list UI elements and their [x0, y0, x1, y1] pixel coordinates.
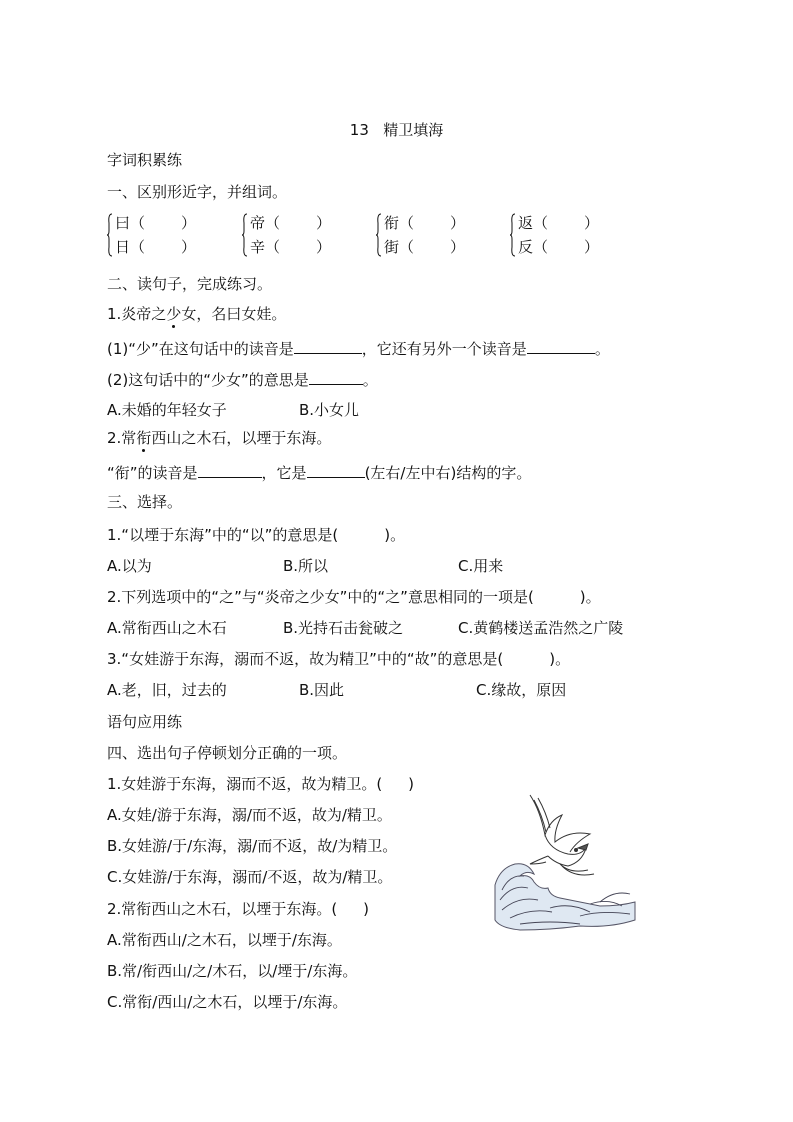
- answer-blank[interactable]: [309, 369, 363, 385]
- question-3-heading: 三、选择。: [107, 493, 183, 511]
- choice-question-2: 2.下列选项中的“之”与“炎帝之少女”中的“之”意思相同的一项是( )。: [107, 588, 601, 606]
- choice-option: A.老，旧，过去的: [107, 681, 227, 699]
- pause-question-2: 2.常衔西山之木石，以堙于东海。( ): [107, 900, 370, 918]
- lesson-number: 13: [349, 121, 369, 139]
- dotted-char: 衔: [136, 429, 152, 447]
- char-pair-3: [376, 213, 496, 257]
- char-pair-2: [242, 213, 362, 257]
- char-pair-row: 帝（ ）: [250, 214, 332, 232]
- choice-question-1: 1.“以堙于东海”中的“以”的意思是( )。: [107, 526, 406, 544]
- option-b: B.小女儿: [299, 401, 360, 419]
- page-title: [0, 120, 793, 140]
- section-heading-application: 语句应用练: [107, 713, 183, 731]
- pause-option: B.常/衔西山/之/木石，以/堙于/东海。: [107, 962, 358, 980]
- sentence-1: 1.炎帝之少女，名曰女娃。: [107, 305, 287, 323]
- jingwei-bird-waves-illustration: [490, 790, 640, 935]
- char-pair-row: 反（ ）: [518, 238, 600, 256]
- pause-option: A.女娃/游于东海，溺/而不返，故为/精卫。: [107, 806, 392, 824]
- answer-blank[interactable]: [527, 338, 595, 354]
- sub-question-2: (2)这句话中的“少女”的意思是 。: [107, 371, 378, 389]
- choice-option: A.以为: [107, 557, 152, 575]
- pause-option: B.女娃游/于/东海，溺/而不返，故/为精卫。: [107, 837, 398, 855]
- section-heading-vocab: 字词积累练: [107, 151, 183, 169]
- answer-blank[interactable]: [198, 462, 262, 478]
- choice-question-3: 3.“女娃游于东海，溺而不返，故为精卫”中的“故”的意思是( )。: [107, 650, 571, 668]
- char-pair-row: 曰（ ）: [115, 214, 197, 232]
- option-a: A.未婚的年轻女子: [107, 401, 227, 419]
- dotted-char: 少: [166, 305, 182, 323]
- sub-question-1: (1)“少”在这句话中的读音是 ，它还有另外一个读音是 。: [107, 340, 610, 358]
- char-pair-row: 辛（ ）: [250, 238, 332, 256]
- char-pair-row: 返（ ）: [518, 214, 600, 232]
- choice-option: A.常衔西山之木石: [107, 619, 227, 637]
- brace-icon: [510, 213, 516, 257]
- char-pair-1: [107, 213, 227, 257]
- pause-option: C.女娃游/于东海，溺而/不返，故为/精卫。: [107, 868, 393, 886]
- choice-option: C.用来: [458, 557, 504, 575]
- lesson-title: 精卫填海: [383, 121, 444, 139]
- pause-question-1: 1.女娃游于东海，溺而不返，故为精卫。( ): [107, 775, 415, 793]
- brace-icon: [376, 213, 382, 257]
- char-pair-row: 日（ ）: [115, 238, 197, 256]
- question-4-heading: 四、选出句子停顿划分正确的一项。: [107, 744, 348, 762]
- char-pair-4: [510, 213, 630, 257]
- choice-option: C.黄鹤楼送孟浩然之广陵: [458, 619, 624, 637]
- brace-icon: [107, 213, 113, 257]
- question-1-heading: 一、区别形近字，并组词。: [107, 183, 288, 201]
- choice-option: B.因此: [299, 681, 345, 699]
- sentence-2: 2.常衔西山之木石，以堙于东海。: [107, 429, 332, 447]
- pause-option: C.常衔/西山/之木石，以堙于/东海。: [107, 993, 348, 1011]
- choice-option: B.光持石击瓮破之: [283, 619, 404, 637]
- pause-option: A.常衔西山/之木石，以堙于/东海。: [107, 931, 342, 949]
- char-pair-row: 衔（ ）: [384, 214, 466, 232]
- choice-option: C.缘故，原因: [476, 681, 567, 699]
- char-pair-row: 街（ ）: [384, 238, 466, 256]
- answer-blank[interactable]: [294, 338, 362, 354]
- choice-option: B.所以: [283, 557, 329, 575]
- answer-blank[interactable]: [307, 462, 365, 478]
- brace-icon: [242, 213, 248, 257]
- sub-question-3: “衔”的读音是 ，它是 (左右/左中右)结构的字。: [107, 464, 532, 482]
- question-2-heading: 二、读句子，完成练习。: [107, 275, 273, 293]
